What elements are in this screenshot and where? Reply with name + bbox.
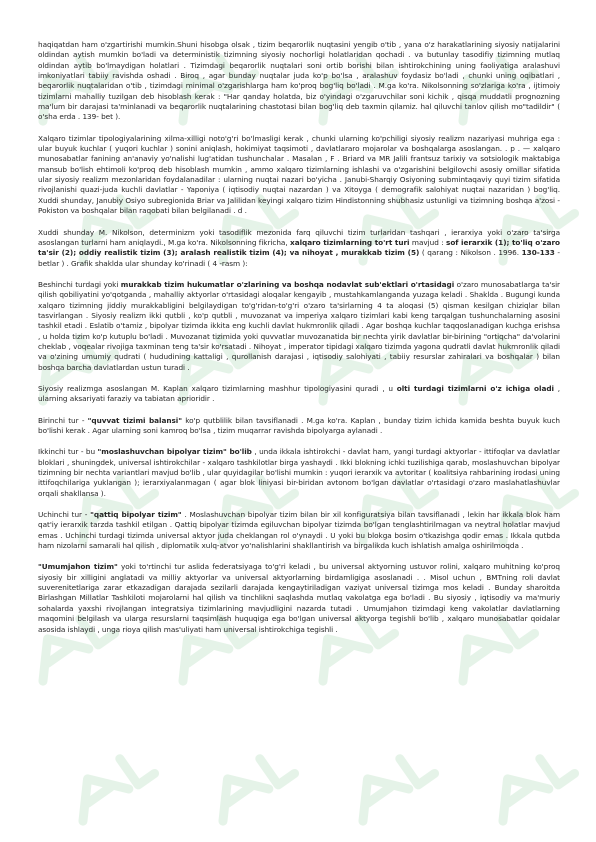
body-text: , unda ikkala ishtirokchi - davlat ham, yangi turdagi aktyorlar - ittifoqlar va davlatlar bloklari , shuningdek, universal ishtirokchilar - xalqaro tashkilotlar birga yashaydi . Ikki blokning ichki tuzilishiga qarab, moslashuvchan bipolyar tizimning bir nechta variantlari mavjud bo'lib , ular quyidagilar bo'lishi mumkin : yuqori ierarxik va avtoritar ( koalitsiya rahbarining irodasi uning ittifoqchilariga yuklangan ); ierarxiyalanmagan ( agar blok liniyasi bir-biridan avtonom bo'lgan davlatlar o'rtasidagi o'zaro maslahatlashuvlar orqali shakllansa ).	[38, 447, 560, 498]
bold-text: "moslashuvchan bipolyar tizim" bo'lib	[97, 447, 252, 457]
paragraph-5	[38, 384, 560, 405]
body-text: Birinchi tur -	[38, 415, 88, 425]
paragraph-6	[38, 416, 560, 437]
paragraph-7	[38, 447, 560, 499]
body-text: - betlar ) . Grafik shaklda ular shunday ko'rinadi ( 4 -rasm ):	[38, 248, 560, 268]
body-text: Beshinchi turdagi yoki	[38, 279, 121, 289]
body-text: Xalqaro tizimlar tipologiyalarining xilma-xilligi noto'g'ri bo'lmasligi kerak , chunki ularning ko'pchiligi siyosiy realizm nazariyasi muhriga ega : ular buyuk kuchlar ( yuqori kuchlar ) sonini aniqlash, hokimiyat taqsimoti , davlatlararo mojarolar va boshqalarga asoslangan. . p . — xalqaro munosabatlar fanining an'anaviy yo'nalishi lug'atidan tushunchalar . Masalan , F . Briard va MR Jalili frantsuz tarixiy va sotsiologik maktabiga mansub bo'lish ehtimoli ko'proq deb hisoblash mumkin , ammo xalqaro tizimlarning ishlashi va o'zgarishini belgilovchi asosiy omillar sifatida ular siyosiy realizm mezonlaridan foydalanadilar : ularning nuqtai nazari bo'yicha . Janubi-Sharqiy Osiyoning submintaqaviy quyi tizim sifatida rivojlanishi quazi-juda kuchli davlatlar - Yaponiya ( iqtisodiy nuqtai nazardan ) va Xitoyga ( demografik salohiyat nuqtai nazaridan ) bog'liq. Xuddi shunday, Janubiy Osiyo subregionida Briar va Jalilidan keyingi xalqaro tizim Hindistonning shubhasiz ustunligi va tizimning boshqa a'zosi - Pokiston va boshqalar bilan raqobati bilan belgilanadi . d .	[38, 133, 560, 216]
body-text: Ikkinchi tur - bu	[38, 447, 98, 457]
bold-text: sof ierarxik (1); to'liq o'zaro ta'sir (2); oddiy realistik tizim (3); aralash realistik tizim (4); va nihoyat , murakkab tizim (5)	[38, 237, 561, 258]
body-text: haqiqatdan ham o'zgartirishi mumkin.Shuni hisobga olsak , tizim beqarorlik nuqtasini yengib o'tib , yana o'z harakatlarining siyosiy natijalarini oldindan aytish mumkin bo'ladi va deterministik tizimning siyosiy nochorligi holatlaridan qochadi . va butunlay tasodifiy tizimning mutlaq oldindan aytib bo'lmaydigan holatlari . Tizimdagi beqarorlik nuqtalari soni ortib borishi bilan ishtirokchining uning faoliyatiga aralashuvi imkoniyatlari tabiiy ravishda oshadi . Biroq , agar bunday nuqtalar juda ko'p bo'lsa , aralashuv foydasiz bo'ladi , chunki uning oqibatlari , beqarorlik nuqtalaridan o'tib , tizimdagi minimal o'zgarishlarga ham ko'proq bog'liq bo'ladi . M.ga ko'ra. Nikolsonning so'zlariga ko'ra , ijtimoiy tizimlarni mahalliy tuzilgan deb hisoblash kerak : "Har qanday holatda, biz o'yindagi o'zgaruvchilar soni kichik , qisqa muddatli prognozning ma'lum bir darajasi ta'minlanadi va beqarorlik nuqtalarining chastotasi bilan bog'liq deb taxmin qilamiz. hal qiluvchi tanlov qilish mo"tadildir" ( o'sha erda . 139- bet ).	[38, 40, 560, 122]
bold-text: "qattiq bipolyar tizim"	[90, 510, 182, 520]
paragraph-8	[38, 510, 560, 551]
bold-text: "Umumjahon tizim"	[38, 562, 118, 572]
body-text: Siyosiy realizmga asoslangan M. Kaplan xalqaro tizimlarning mashhur tipologiyasini quradi , u	[38, 383, 397, 393]
watermark-mark	[205, 746, 295, 823]
watermark-mark	[485, 746, 575, 823]
body-text: mavjud :	[409, 237, 447, 247]
body-text: Xuddi shunday M. Nikolson, determinizm yoki tasodiflik mezonida farq qiluvchi tizim turlaridan tashqari , ierarxiya yoki o'zaro ta'sirga asoslangan turlarni ham aniqlaydi., M.ga ko'ra. Nikolsonning fikricha,	[38, 227, 560, 247]
paragraph-9	[38, 562, 560, 634]
body-text: ( qarang : Nikolson . 1996.	[419, 248, 522, 258]
body-text: , ularning aksariyati faraziy va tabiatan aprioridir .	[38, 383, 560, 404]
body-text: yoki to'rtinchi tur aslida federatsiyaga to'g'ri keladi , bu universal aktyorning ustuvor rolini, xalqaro muhitning ko'proq siyosiy bir xilligini anglatadi va milliy aktyorlar va universal aktyorlarning birdamligiga asoslanadi . . Misol uchun , BMTning roli davlat suverenitetlariga zarar etkazadigan darajada sezilarli darajada kengaytiriladigan vaziyat universal tizimga mos keladi . Bunday sharoitda Birlashgan Millatlar Tashkiloti mojarolarni hal qilish va tinchlikni saqlashda mutlaq vakolatga ega bo'ladi . Bu siyosiy , iqtisodiy va ma'muriy sohalarda yaxshi rivojlangan integratsiya tizimlarining mavjudligini nazarda tutadi . Umumjahon tizimdagi keng vakolatlar davlatlarning maqomini belgilash va ularga resurslarni taqsimlash huquqiga ega bo'lgan universal aktyorga tegishli bo'lib , xalqaro munosabatlar qoidalar asosida ishlaydi , unga rioya qilish mas'uliyati ham universal ishtirokchiga tegishli .	[38, 562, 560, 634]
paragraph-2	[38, 134, 560, 217]
paragraph-4	[38, 280, 560, 373]
body-text: . Moslashuvchan bipolyar tizim bilan bir xil konfiguratsiya bilan tavsiflanadi , lekin har ikkala blok ham qat'iy ierarxik tarzda tashkil etilgan . Qattiq bipolyar tizimda egiluvchan bipolyar tizimda bo'lgan tenglashtirilmagan va neytral holatlar mavjud emas . Uchinchi turdagi tizimda universal aktyor juda cheklangan rol o'ynaydi . U yoki bu blokga bosim o'tkazishga qodir emas . Ikkala qutbda ham nizolarni samarali hal qilish , diplomatik xulq-atvor yo'nalishlarini shakllantirish va birgalikda kuch ishlatish amalga oshirilmoqda .	[38, 510, 560, 551]
watermark-mark	[65, 746, 155, 823]
bold-text: 130-133	[521, 248, 555, 258]
body-text: o'zaro munosabatlarga ta'sir qilish qobiliyatini yo'qotganda , mahalliy aktyorlar o'rtasidagi aloqalar kengayib , mustahkamlanganda yuzaga keladi . Shaklda . Bugungi kunda xalqaro tizimning jiddiy murakkabligini belgilaydigan to'g'ridan-to'g'ri o'zaro ta'sirlarning 4 ta aloqasi (5) qisman kesilgan chiziqlar bilan tasvirlangan . Siyosiy realizm ikki qutbli , ko'p qutbli , muvozanat va imperiya xalqaro tizimlari kabi keng tarqalgan tushunchalarning asosini tashkil etadi . Eslatib o'tamiz , bipolyar tizimda ikkita eng kuchli davlat hukmronlik qiladi . Agar boshqa kuchlar taqqoslanadigan kuchga erishsa , u holda tizim ko'p kutuplu bo'ladi . Muvozanat tizimida yoki quvvatlar muvozanatida bir nechta yirik davlatlar bir-birining "ortiqcha" da'volarini cheklab , voqealar rivojiga taxminan teng ta'sir ko'rsatadi . Nihoyat , imperator tipidagi xalqaro tizimda yagona qudratli davlat hukmronlik qiladi va o'zining umumiy qudrati ( hududining kattaligi , qurollanish darajasi , iqtisodiy salohiyati , tabiiy resurslar zahiralari va boshqalar ) bilan boshqa barcha davlatlardan ustun turadi .	[38, 279, 561, 372]
paragraph-3	[38, 228, 560, 269]
body-text: ko'p qutblilik bilan tavsiflanadi . M.ga ko'ra. Kaplan , bunday tizim ichida kamida beshta buyuk kuch bo'lishi kerak . Agar ularning soni kamroq bo'lsa , tizim muqarrar ravishda bipolyarga aylanadi .	[38, 415, 560, 435]
body-text: Uchinchi tur -	[38, 510, 91, 520]
bold-text: olti turdagi tizimlarni o'z ichiga oladi	[396, 383, 554, 393]
watermark-mark	[345, 746, 435, 823]
paragraph-1	[38, 40, 560, 123]
bold-text: "quvvat tizimi balansi"	[87, 415, 182, 425]
bold-text: xalqaro tizimlarning to'rt turi	[290, 237, 410, 247]
bold-text: murakkab tizim hukumatlar o'zlarining va boshqa nodavlat sub'ektlari o'rtasidagi	[120, 279, 455, 289]
document-body	[38, 40, 560, 646]
